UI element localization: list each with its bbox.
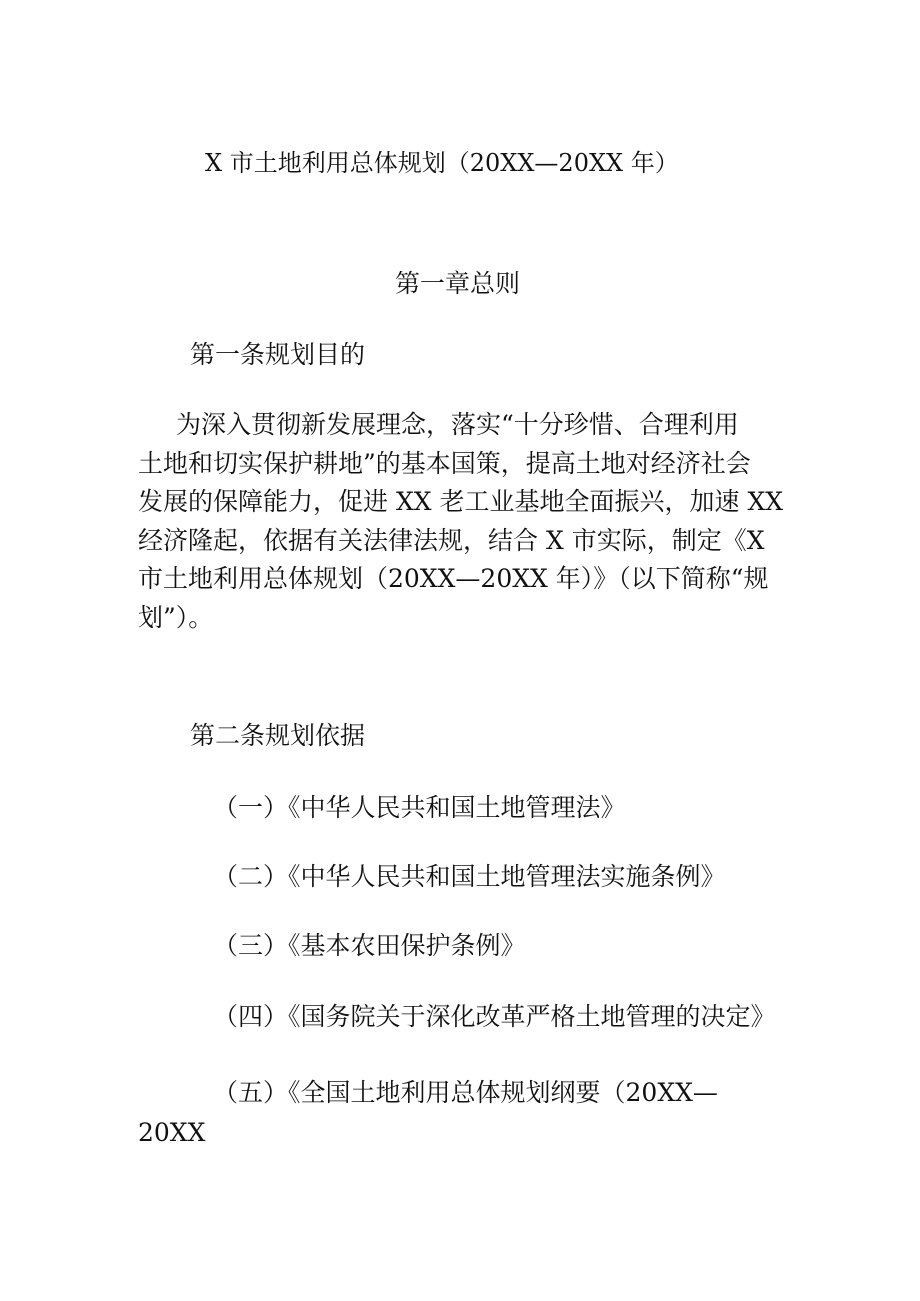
paragraph-line: 土地和切实保护耕地”的基本国策，提高土地对经济社会	[138, 448, 751, 478]
paragraph-line: 为深入贯彻新发展理念，落实“十分珍惜、合理利用	[176, 410, 739, 439]
basis-item-1: （一）《中华人民共和国土地管理法》	[213, 793, 626, 822]
paragraph-line: 发展的保障能力，促进 XX 老工业基地全面振兴，加速 XX	[138, 487, 784, 516]
article-1-paragraph	[138, 406, 798, 637]
paragraph-line: 划”）。	[138, 602, 214, 632]
document-title: X 市土地利用总体规划（20XX—20XX 年）	[205, 149, 679, 177]
article-2-heading: 第二条规划依据	[190, 721, 366, 750]
basis-item-2: （二）《中华人民共和国土地管理法实施条例》	[213, 862, 726, 891]
chapter-heading: 第一章总则	[395, 269, 521, 298]
article-1-heading: 第一条规划目的	[190, 340, 366, 369]
paragraph-line: 经济隆起，依据有关法律法规，结合 X 市实际，制定《X	[138, 525, 765, 555]
basis-item-4: （四）《国务院关于深化改革严格土地管理的决定》	[213, 1002, 776, 1031]
paragraph-line: 市土地利用总体规划（20XX—20XX 年）》（以下简称“规	[138, 564, 769, 593]
basis-item-3: （三）《基本农田保护条例》	[213, 931, 526, 960]
basis-item-5: （五）《全国土地利用总体规划纲要（20XX—	[213, 1078, 718, 1107]
basis-item-5-continuation: 20XX	[138, 1118, 206, 1147]
